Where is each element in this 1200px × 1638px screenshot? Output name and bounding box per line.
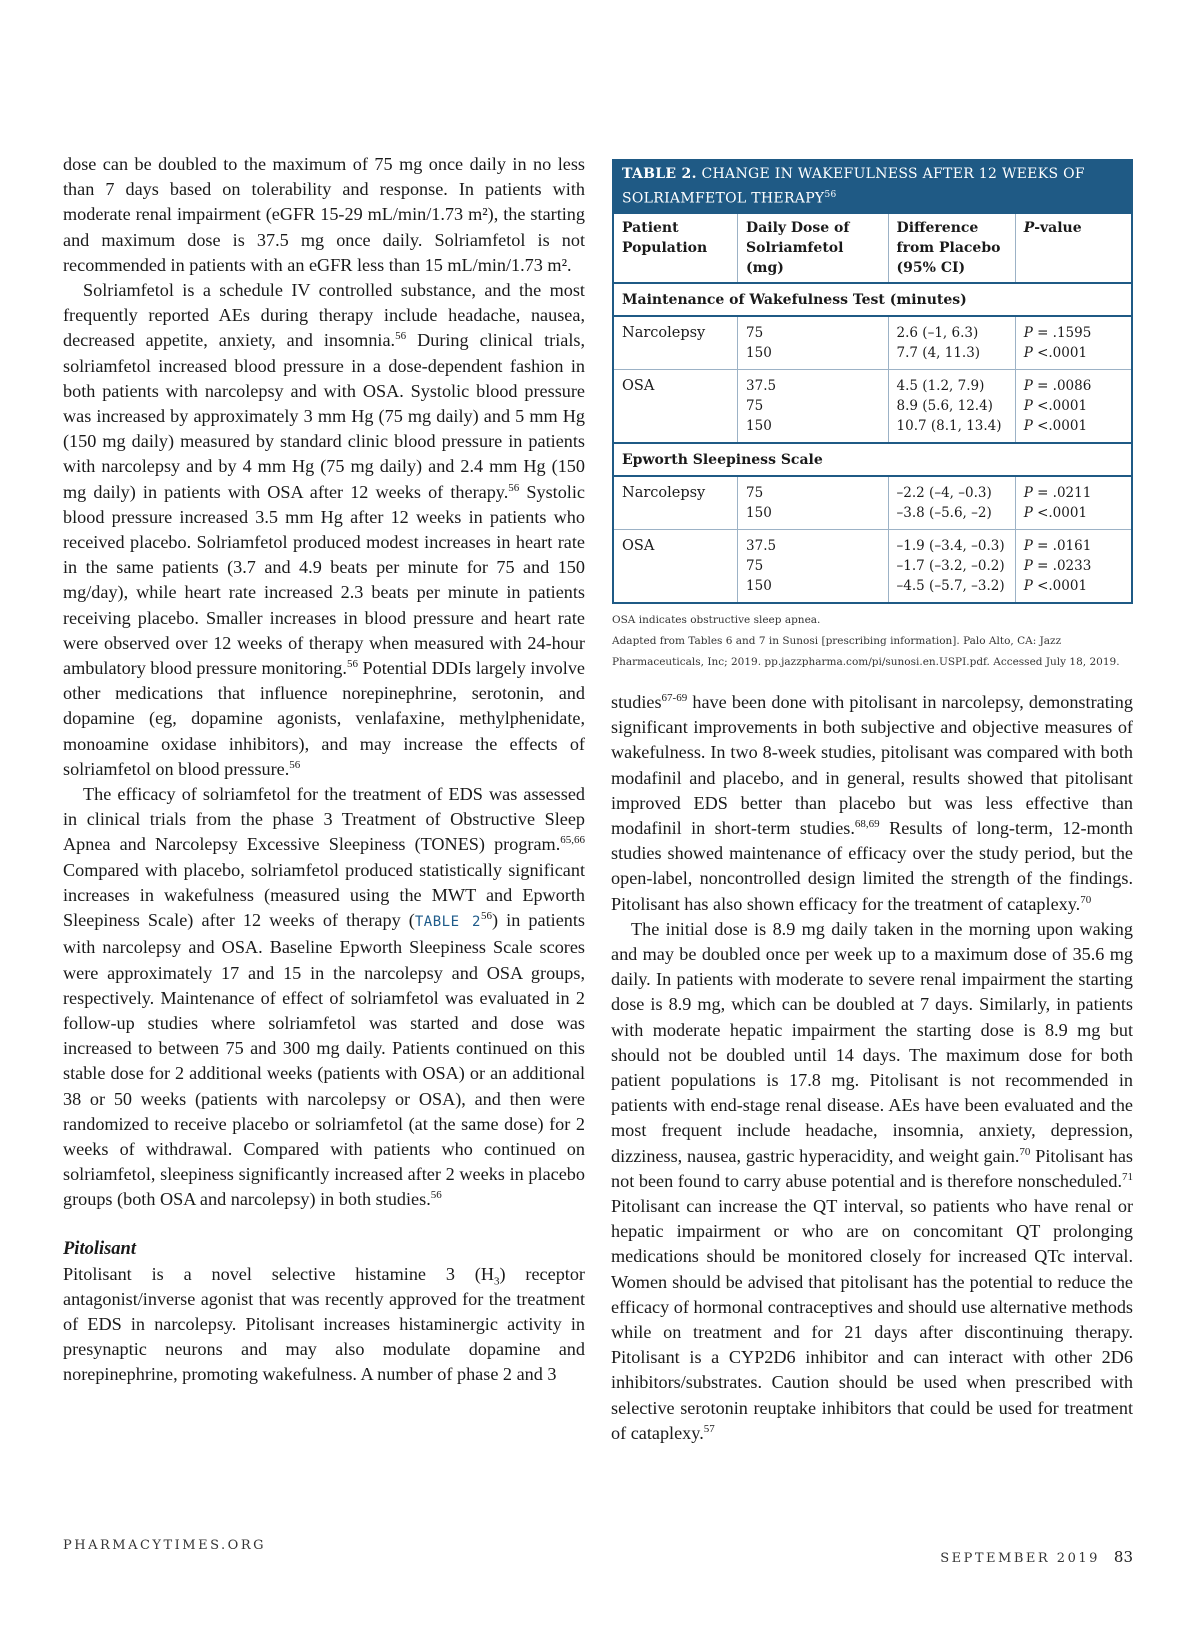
dose-value: 75 [746,484,764,501]
section-title-mwt: Maintenance of Wakefulness Test (minutes) [613,283,1132,316]
pvalue-text: = .1595 [1032,324,1092,341]
pvalue-text: <.0001 [1032,344,1088,361]
reference-sup: 67-69 [661,691,688,704]
reference-sup: 70 [1019,1145,1031,1158]
reference-sup: 57 [703,1422,715,1435]
pvalue [1024,416,1125,436]
table-row [613,529,1132,603]
text-span: studies [611,692,662,712]
dose-cell [738,476,889,530]
p-italic: P [1023,219,1035,236]
pvalue [1024,483,1125,503]
dose-value: 150 [746,504,772,521]
dose-value: 150 [746,577,772,594]
table-header-row [613,214,1132,283]
p-italic: P [1023,557,1033,574]
difference-cell [888,476,1015,530]
text-span: Results of long-term, 12-month studies showed maintenance of efficacy over the study period, but the open-label, noncontrolled design limited the strength of the findings. Pitolisant has also shown efficacy for the treatment of cataplexy. [611,818,1133,914]
pvalue-text: = .0211 [1032,484,1092,501]
section-row [613,443,1132,476]
header-dose: Daily Dose of Solriamfetol (mg) [738,214,889,283]
table-title [612,159,1133,214]
dose-cell [738,529,889,603]
table-note: Pharmaceuticals, Inc; 2019. pp.jazzpharma.com/pi/sunosi.en.USPI.pdf. Accessed July 18, 2019. [612,655,1120,668]
paragraph-efficacy [63,782,585,1212]
header-difference: Difference from Placebo (95% CI) [888,214,1015,283]
pvalue-cell [1015,529,1132,603]
text-span: ) in patients with narcolepsy and OSA. Baseline Epworth Sleepiness Scale scores were approximately 17 and 15 in the narcolepsy and OSA groups, respectively. Maintenance of effect of solriamfetol was evaluated in 2 follow-up studies where solriamfetol was started and dose was increased to between 75 and 300 mg daily. Patients continued on this stable dose for 2 additional weeks (patients with OSA) or an additional 38 or 50 weeks (patients with narcolepsy or OSA), and then were randomized to receive placebo or solriamfetol (at the same dose) for 2 weeks of withdrawal. Compared with patients who continued on solriamfetol, sleepiness significantly increased after 2 weeks in placebo groups (both OSA and narcolepsy) in both studies. [63,910,585,1210]
reference-sup: 56 [480,910,492,923]
dose-value: 75 [746,324,764,341]
paragraph-pitolisant-studies [611,690,1133,917]
population-cell: Narcolepsy [613,476,738,530]
difference-cell [888,529,1015,603]
p-italic: P [1023,537,1033,554]
dose-value: 75 [746,557,764,574]
pvalue-text: <.0001 [1032,577,1088,594]
header-pvalue [1015,214,1132,283]
dose-cell [738,316,889,370]
population-cell: OSA [613,369,738,443]
table-2-link[interactable]: TABLE 2 [414,914,481,931]
text-span: Solriamfetol is a schedule IV controlled substance, and the most frequently reported AEs during therapy include headache, nausea, decreased appetite, anxiety, and insomnia. [63,280,585,351]
table-note: Adapted from Tables 6 and 7 in Sunosi [prescribing information]. Palo Alto, CA: Jazz [612,634,1062,647]
table-title-label: TABLE 2. [622,166,697,182]
difference-value: –4.5 (–5.7, –3.2) [896,577,1005,594]
text-span: -value [1034,219,1082,236]
footer-issue-date: SEPTEMBER 2019 [940,1551,1100,1566]
pvalue [1024,376,1125,396]
reference-sup: 65,66 [560,834,585,847]
table-grid [612,214,1133,604]
p-italic: P [1023,504,1033,521]
pvalue [1024,576,1125,596]
difference-value: 8.9 (5.6, 12.4) [896,397,993,414]
table-2 [612,159,1133,673]
table-row [613,316,1132,370]
footer-issue [940,1548,1133,1566]
table-note: OSA indicates obstructive sleep apnea. [612,613,821,626]
pvalue-text: <.0001 [1032,504,1088,521]
p-italic: P [1023,324,1033,341]
reference-sup: 56 [289,758,301,771]
section-heading-pitolisant: Pitolisant [63,1238,136,1259]
text-span: Systolic blood pressure increased 3.5 mm Hg after 12 weeks in patients who received placebo. Solriamfetol produced modest increases in heart rate in the same patients (3.7 and 4.9 beats per minute for 75 and 150 mg/day), while heart rate increased 2.3 beats per minute in patients receiving placebo. Smaller increases in blood pressure and heart rate were observed over 12 weeks of therapy when measured with 24-hour ambulatory blood pressure monitoring. [63,481,585,679]
difference-value: –1.7 (–3.2, –0.2) [896,557,1005,574]
reference-sup: 56 [508,481,520,494]
text-span: The efficacy of solriamfetol for the treatment of EDS was assessed in clinical trials from the phase 3 Treatment of Obstructive Sleep Apnea and Narcolepsy Excessive Sleepiness (TONES) program. [63,784,585,855]
dose-value: 150 [746,344,772,361]
difference-value: 10.7 (8.1, 13.4) [896,417,1002,434]
pvalue-cell [1015,476,1132,530]
p-italic: P [1023,397,1033,414]
pvalue-text: = .0161 [1032,537,1092,554]
subscript: 3 [494,1275,500,1288]
section-title-ess: Epworth Sleepiness Scale [613,443,1132,476]
dose-cell [738,369,889,443]
text-span: Pitolisant has not been found to carry abuse potential and is therefore nonscheduled. [611,1145,1133,1191]
text-span: Pitolisant is a novel selective histamine 3 (H [63,1263,494,1284]
reference-sup: 68,69 [854,817,880,830]
difference-value: –3.8 (–5.6, –2) [896,504,992,521]
dose-value: 37.5 [746,377,777,394]
reference-sup: 70 [1080,893,1092,906]
header-population: Patient Population [613,214,738,283]
pvalue-text: = .0086 [1032,377,1092,394]
reference-sup: 56 [430,1189,442,1202]
table-row [613,476,1132,530]
right-column [611,690,1133,1446]
reference-sup: 56 [346,658,358,670]
pvalue [1024,323,1125,343]
dose-value: 75 [746,397,764,414]
pvalue [1024,503,1125,523]
pvalue [1024,556,1125,576]
pvalue-text: <.0001 [1032,417,1088,434]
spacer [63,1213,585,1237]
pvalue [1024,536,1125,556]
paragraph-pitolisant-dosing [611,917,1133,1446]
pvalue [1024,396,1125,416]
population-cell: OSA [613,529,738,603]
text-span: The initial dose is 8.9 mg daily taken in the morning upon waking and may be doubled once per week up to a maximum dose of 35.6 mg daily. In patients with moderate to severe renal impairment the starting dose is 8.9 mg, which can be doubled at 7 days. Similarly, in patients with moderate hepatic impairment the starting dose is 8.9 mg but should not be doubled until 14 days. The maximum dose for both patient populations is 17.8 mg. Pitolisant is not recommended in patients with end-stage renal disease. AEs have been evaluated and the most frequent include headache, insomnia, anxiety, depression, dizziness, nausea, gastric hyperacidity, and weight gain. [611,918,1133,1166]
text-span: ) receptor antagonist/inverse agonist that was recently approved for the treatment of EDS in narcolepsy. Pitolisant increases histaminergic activity in presynaptic neurons and may also modulate dopamine and norepinephrine, promoting wakefulness. A number of phase 2 and 3 [63,1263,585,1385]
population-cell: Narcolepsy [613,316,738,370]
pvalue-cell [1015,369,1132,443]
pvalue-text: <.0001 [1032,397,1088,414]
text-span: During clinical trials, solriamfetol increased blood pressure in a dose-dependent fashion in both patients with narcolepsy and with OSA. Systolic blood pressure was increased by approximately 3 mm Hg (75 mg daily) and 5 mm Hg (150 mg daily) measured by standard clinic blood pressure in patients with narcolepsy and by 4 mm Hg (75 mg daily) and 2.4 mm Hg (150 mg daily) in patients with OSA after 12 weeks of therapy. [63,330,586,502]
p-italic: P [1023,484,1033,501]
difference-value: 2.6 (–1, 6.3) [896,324,979,341]
paragraph-adverse-effects [63,278,585,782]
table-notes [612,610,1133,673]
pvalue [1024,343,1125,363]
pvalue-text: = .0233 [1032,557,1092,574]
p-italic: P [1023,577,1033,594]
footer-site: PHARMACYTIMES.ORG [63,1538,267,1553]
reference-sup: 56 [395,330,407,343]
paragraph-pitolisant-intro [63,1262,585,1388]
text-span: have been done with pitolisant in narcolepsy, demonstrating significant improvements in both subjective and objective measures of wakefulness. In two 8-week studies, pitolisant was compared with both modafinil and placebo, and in general, results showed that pitolisant improved EDS better than placebo but was less effective than modafinil in short-term studies. [611,692,1133,839]
text-span: Potential DDIs largely involve other medications that influence norepinephrine, serotonin, and dopamine (eg, dopamine agonists, venlafaxine, methylphenidate, monoamine oxidase inhibitors), and may increase the effects of solriamfetol on blood pressure. [63,658,585,779]
difference-value: 4.5 (1.2, 7.9) [896,377,985,394]
p-italic: P [1023,417,1033,434]
paragraph-dose: dose can be doubled to the maximum of 75 mg once daily in no less than 7 days based on tolerability and response. In patients with moderate renal impairment (eGFR 15-29 mL/min/1.73 m²), the starting and maximum dose is 37.5 mg once daily. Solriamfetol is not recommended in patients with an eGFR less than 15 mL/min/1.73 m². [63,154,585,275]
pvalue-cell [1015,316,1132,370]
page-number: 83 [1113,1548,1133,1566]
p-italic: P [1023,344,1033,361]
difference-cell [888,369,1015,443]
section-row [613,283,1132,316]
text-span: Pitolisant can increase the QT interval, so patients who have renal or hepatic impairment or who are on concomitant QT prolonging medications should be monitored closely for increased QTc interval. Women should be advised that pitolisant has the potential to reduce the efficacy of hormonal contraceptives and should use alternative methods while on treatment and for 21 days after discontinuing therapy. Pitolisant is a CYP2D6 inhibitor and can interact with other 2D6 inhibitors/substrates. Caution should be used when prescribed with selective serotonin reuptake inhibitors that could be used for treatment of cataplexy. [611,1196,1133,1443]
difference-value: 7.7 (4, 11.3) [896,344,981,361]
p-italic: P [1023,377,1033,394]
dose-value: 150 [746,417,772,434]
difference-cell [888,316,1015,370]
reference-sup: 56 [824,190,837,200]
difference-value: –2.2 (–4, –0.3) [896,484,992,501]
table-title-text: CHANGE IN WAKEFULNESS AFTER 12 WEEKS OF SOLRIAMFETOL THERAPY [622,166,1085,207]
dose-value: 37.5 [746,537,777,554]
text-span: Compared with placebo, solriamfetol produced statistically significant increases in wakefulness (measured using the MWT and Epworth Sleepiness Scale) after 12 weeks of therapy ( [63,859,585,931]
left-column [63,152,585,1388]
table-row [613,369,1132,443]
reference-sup: 71 [1122,1170,1133,1183]
difference-value: –1.9 (–3.4, –0.3) [896,537,1005,554]
